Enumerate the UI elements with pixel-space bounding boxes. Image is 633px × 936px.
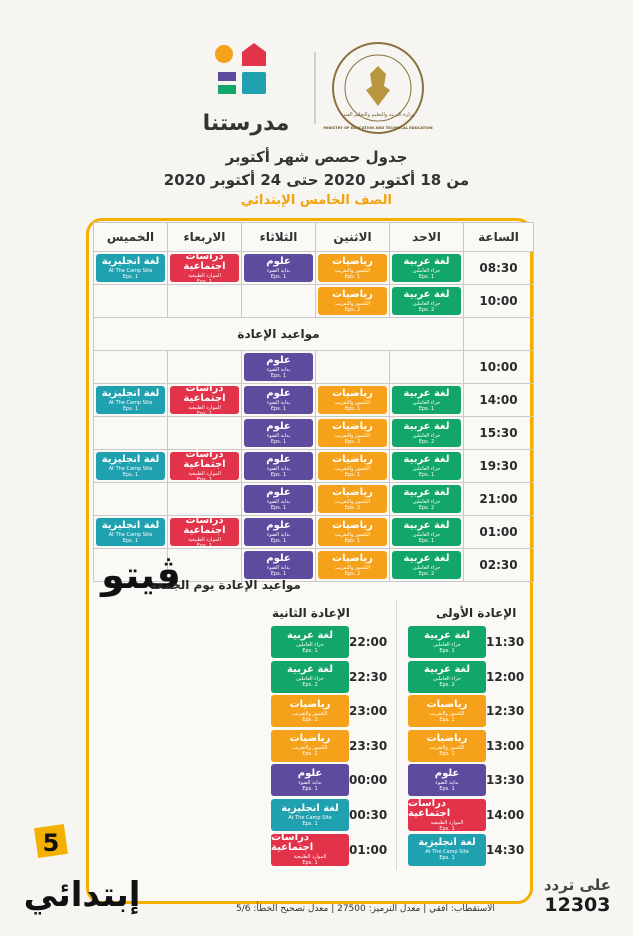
table-row <box>94 417 534 450</box>
lesson-cell <box>316 516 390 549</box>
empty-cell <box>316 351 390 384</box>
rerun-time: 14:00 <box>486 808 525 822</box>
episode-number: Eps. 1 <box>122 273 139 280</box>
table-row <box>94 351 534 384</box>
episode-number: Eps. 1 <box>196 542 213 549</box>
rerun-time: 22:00 <box>349 635 388 649</box>
subject-name: لغة عربية <box>287 664 333 676</box>
lesson-cell <box>316 549 390 582</box>
empty-cell <box>390 351 464 384</box>
subject-chip <box>318 551 387 579</box>
svg-text:مدرستنا: مدرستنا <box>202 111 290 136</box>
lesson-cell <box>390 516 464 549</box>
subject-chip <box>318 287 387 315</box>
episode-title: الكسور والتقريب <box>292 710 328 717</box>
episode-title: بداية الضوء <box>266 531 291 538</box>
frequency-label: على تردد <box>543 876 611 894</box>
lesson-cell <box>316 483 390 516</box>
subject-chip <box>271 695 349 727</box>
rerun-time: 12:00 <box>486 669 525 684</box>
subject-chip <box>271 626 349 658</box>
episode-title: الكسور والتقريب <box>334 267 371 274</box>
lesson-cell <box>390 450 464 483</box>
episode-number: Eps. 1 <box>439 716 455 723</box>
table-row <box>94 285 534 318</box>
episode-number: Eps. 1 <box>196 476 213 483</box>
lesson-cell <box>316 285 390 318</box>
lesson-cell <box>390 417 464 450</box>
subject-chip <box>392 419 461 447</box>
subject-name: دراسات اجتماعية <box>183 250 226 272</box>
lesson-cell <box>390 384 464 417</box>
svg-text:5: 5 <box>42 829 60 857</box>
second-rerun-heading: الإعادة الثانية <box>272 606 350 620</box>
episode-number: Eps. 1 <box>122 471 139 478</box>
lesson-cell <box>390 549 464 582</box>
episode-title: بداية الضوء <box>266 267 291 274</box>
episode-number: Eps. 1 <box>344 471 361 478</box>
episode-title: جزاء العاملين <box>412 465 441 472</box>
episode-title: بداية الضوء <box>435 779 459 786</box>
subject-chip <box>170 250 239 285</box>
lesson-cell <box>168 450 242 483</box>
lesson-cell <box>316 384 390 417</box>
subject-chip <box>408 626 486 658</box>
episode-title: بداية الضوء <box>266 564 291 571</box>
episode-number: Eps. 1 <box>196 410 213 417</box>
subject-name: رياضيات <box>332 255 373 267</box>
subject-chip <box>318 485 387 513</box>
episode-number: Eps. 1 <box>418 471 435 478</box>
lesson-cell <box>94 516 168 549</box>
episode-number: Eps. 1 <box>302 860 318 867</box>
episode-number: Eps. 1 <box>270 372 287 379</box>
subject-chip <box>392 254 461 282</box>
episode-number: Eps. 1 <box>418 273 435 280</box>
subject-chip <box>318 386 387 414</box>
episode-number: Eps. 2 <box>302 716 318 723</box>
subject-chip <box>392 551 461 579</box>
reruns-section-row <box>94 318 534 351</box>
subject-chip <box>96 518 165 546</box>
episode-number: Eps. 1 <box>344 273 361 280</box>
subject-name: علوم <box>297 767 323 779</box>
subject-name: علوم <box>266 552 291 564</box>
subject-name: علوم <box>266 354 291 366</box>
episode-number: Eps. 2 <box>344 438 361 445</box>
lesson-cell <box>242 252 316 285</box>
subject-name: رياضيات <box>332 486 373 498</box>
header-sunday: الاحد <box>390 223 464 252</box>
episode-number: Eps. 2 <box>418 570 435 577</box>
subject-chip <box>244 518 313 546</box>
time-cell: 01:00 <box>464 516 534 549</box>
episode-title: الكسور والتقريب <box>334 531 371 538</box>
lesson-cell <box>94 252 168 285</box>
grade-badge <box>22 820 141 920</box>
lesson-cell <box>390 285 464 318</box>
subject-name: لغة عربية <box>403 288 450 300</box>
weekly-schedule-table <box>93 222 534 582</box>
episode-title: جزاء العاملين <box>412 564 441 571</box>
broadcast-note: الاستقطاب: افقي | معدل الترميز: 27500 | معدل تصحيح الخطأ: 5/6 <box>236 904 495 914</box>
episode-number: Eps. 2 <box>439 682 455 689</box>
frequency-block <box>544 876 611 916</box>
subject-name: رياضيات <box>332 519 373 531</box>
subject-name: رياضيات <box>332 552 373 564</box>
time-cell: 19:30 <box>464 450 534 483</box>
empty-cell <box>168 285 242 318</box>
subject-name: دراسات اجتماعية <box>408 797 451 819</box>
grade-label: الصف الخامس الإبتدائي <box>240 193 393 208</box>
lesson-cell <box>316 450 390 483</box>
episode-title: الكسور والتقريب <box>292 745 328 752</box>
subject-chip <box>96 254 165 282</box>
subject-chip <box>244 386 313 414</box>
subject-chip <box>408 834 486 866</box>
episode-title: جزاء العاملين <box>412 531 441 538</box>
lesson-cell <box>316 417 390 450</box>
subject-chip <box>170 514 239 549</box>
episode-number: Eps. 1 <box>270 537 287 544</box>
episode-number: Eps. 1 <box>270 471 287 478</box>
ministry-logo <box>323 40 433 136</box>
friday-reruns-title: مواعيد الإعادة يوم الجمعة <box>150 578 301 592</box>
rerun-time: 14:30 <box>486 842 525 857</box>
episode-number: Eps. 2 <box>302 682 318 689</box>
subject-name: علوم <box>266 453 291 465</box>
subject-name: لغة عربية <box>403 519 450 531</box>
table-row <box>94 483 534 516</box>
subject-chip <box>244 551 313 579</box>
subject-name: علوم <box>266 420 291 432</box>
subject-name: علوم <box>434 767 460 779</box>
subject-name: لغة انجليزية <box>101 255 160 267</box>
madrasatna-logo <box>204 38 294 138</box>
lesson-cell <box>390 483 464 516</box>
date-range: من 18 أكتوبر 2020 حتى 24 أكتوبر 2020 <box>163 171 470 189</box>
vito-watermark <box>96 548 186 600</box>
header-hour: الساعة <box>464 223 534 252</box>
episode-title: جزاء العاملين <box>412 432 441 439</box>
table-row <box>94 252 534 285</box>
subject-name: رياضيات <box>426 698 468 710</box>
episode-title: جزاء العاملين <box>433 676 461 683</box>
empty-cell <box>168 417 242 450</box>
lesson-cell <box>316 252 390 285</box>
episode-title: جزاء العاملين <box>412 267 441 274</box>
lesson-cell <box>94 384 168 417</box>
subject-name: لغة عربية <box>424 664 470 676</box>
rerun-time: 11:30 <box>486 635 525 649</box>
episode-title: جزاء العاملين <box>412 498 441 505</box>
lesson-cell <box>242 417 316 450</box>
subject-name: لغة عربية <box>403 486 450 498</box>
rerun-time: 13:00 <box>486 738 525 753</box>
episode-number: Eps. 1 <box>270 273 287 280</box>
subject-chip <box>271 834 349 866</box>
subject-chip <box>170 448 239 483</box>
svg-text:إبتدائي: إبتدائي <box>23 875 141 915</box>
episode-title: جزاء العاملين <box>296 676 324 683</box>
friday-divider <box>396 600 397 870</box>
episode-number: Eps. 1 <box>439 855 455 862</box>
subject-chip <box>392 485 461 513</box>
episode-number: Eps. 1 <box>439 751 455 758</box>
rerun-time: 12:30 <box>486 704 525 719</box>
subject-chip <box>392 287 461 315</box>
episode-number: Eps. 1 <box>302 820 318 827</box>
episode-number: Eps. 1 <box>439 647 455 654</box>
table-row <box>94 384 534 417</box>
episode-title: الكسور والتقريب <box>334 465 371 472</box>
subject-name: لغة عربية <box>424 629 470 641</box>
header-wednesday: الاربعاء <box>168 223 242 252</box>
subject-name: رياضيات <box>332 453 373 465</box>
subject-name: لغة عربية <box>403 453 450 465</box>
rerun-time: 23:30 <box>349 738 388 753</box>
empty-cell <box>242 285 316 318</box>
empty-cell <box>168 351 242 384</box>
header <box>0 0 633 215</box>
empty-cell <box>94 351 168 384</box>
subject-chip <box>96 386 165 414</box>
episode-title: بداية الضوء <box>266 465 291 472</box>
episode-number: Eps. 1 <box>302 647 318 654</box>
episode-title: At The Camp Site <box>108 267 153 274</box>
subject-chip <box>271 730 349 762</box>
subject-name: رياضيات <box>332 387 373 399</box>
subject-chip <box>392 518 461 546</box>
episode-title: بداية الضوء <box>266 432 291 439</box>
episode-title: جزاء العاملين <box>433 641 461 648</box>
episode-title: الموارد الطبيعية <box>188 272 221 279</box>
episode-title: الموارد الطبيعية <box>188 404 221 411</box>
header-tuesday: الثلاثاء <box>242 223 316 252</box>
subject-chip <box>244 254 313 282</box>
subject-chip <box>244 419 313 447</box>
rerun-time: 00:30 <box>349 808 388 822</box>
subject-name: دراسات اجتماعية <box>183 448 226 470</box>
episode-title: الكسور والتقريب <box>334 432 371 439</box>
subject-name: رياضيات <box>426 733 468 745</box>
time-cell: 14:00 <box>464 384 534 417</box>
episode-title: الكسور والتقريب <box>334 564 371 571</box>
subject-chip <box>244 353 313 381</box>
subject-chip <box>244 485 313 513</box>
episode-number: Eps. 2 <box>344 306 361 313</box>
subject-name: لغة انجليزية <box>101 387 160 399</box>
lesson-cell <box>242 351 316 384</box>
lesson-cell <box>390 252 464 285</box>
episode-title: جزاء العاملين <box>412 399 441 406</box>
svg-text:MINISTRY OF EDUCATION AND TECH: MINISTRY OF EDUCATION AND TECHNICAL EDUCATION <box>323 126 433 130</box>
episode-title: الموارد الطبيعية <box>188 536 221 543</box>
episode-title: At The Camp Site <box>108 399 153 406</box>
subject-chip <box>392 452 461 480</box>
table-header-row <box>94 223 534 252</box>
episode-number: Eps. 2 <box>418 504 435 511</box>
episode-number: Eps. 2 <box>418 438 435 445</box>
time-cell: 02:30 <box>464 549 534 582</box>
episode-number: Eps. 1 <box>196 278 213 285</box>
first-rerun-heading: الإعادة الأولى <box>436 606 517 620</box>
episode-title: الموارد الطبيعية <box>293 854 327 861</box>
subject-chip <box>271 764 349 796</box>
subject-name: علوم <box>266 519 291 531</box>
empty-cell <box>464 318 534 351</box>
subject-name: لغة انجليزية <box>281 802 339 814</box>
subject-name: لغة انجليزية <box>418 837 476 849</box>
subject-name: لغة عربية <box>403 255 450 267</box>
rerun-time: 13:30 <box>486 773 525 788</box>
time-cell: 10:00 <box>464 351 534 384</box>
time-cell: 08:30 <box>464 252 534 285</box>
table-row <box>94 516 534 549</box>
svg-text:وزارة التربية والتعليم والتعلي: وزارة التربية والتعليم والتعليم الفني <box>341 112 415 118</box>
episode-title: الكسور والتقريب <box>429 710 465 717</box>
rerun-time: 22:30 <box>349 669 388 684</box>
subject-chip <box>271 799 349 831</box>
lesson-cell <box>168 516 242 549</box>
empty-cell <box>94 417 168 450</box>
subject-name: رياضيات <box>332 288 373 300</box>
episode-number: Eps. 1 <box>439 825 455 832</box>
episode-title: جزاء العاملين <box>296 641 324 648</box>
header-thursday: الخميس <box>94 223 168 252</box>
subject-chip <box>408 799 486 831</box>
episode-title: الكسور والتقريب <box>334 300 371 307</box>
episode-title: At The Camp Site <box>288 814 332 821</box>
episode-title: بداية الضوء <box>298 779 322 786</box>
subject-name: لغة عربية <box>403 420 450 432</box>
subject-name: لغة عربية <box>403 387 450 399</box>
subject-chip <box>408 661 486 693</box>
subject-chip <box>318 419 387 447</box>
episode-title: الموارد الطبيعية <box>188 470 221 477</box>
subject-name: لغة انجليزية <box>101 519 160 531</box>
table-row <box>94 450 534 483</box>
episode-title: الكسور والتقريب <box>334 498 371 505</box>
subject-name: رياضيات <box>289 698 331 710</box>
subject-name: رياضيات <box>332 420 373 432</box>
subject-chip <box>392 386 461 414</box>
episode-number: Eps. 1 <box>418 537 435 544</box>
subject-name: دراسات اجتماعية <box>183 514 226 536</box>
episode-number: Eps. 1 <box>418 405 435 412</box>
subject-name: لغة عربية <box>287 629 333 641</box>
header-monday: الاثنين <box>316 223 390 252</box>
subject-chip <box>408 764 486 796</box>
subject-chip <box>271 661 349 693</box>
episode-number: Eps. 1 <box>270 438 287 445</box>
subject-name: رياضيات <box>289 733 331 745</box>
subject-name: علوم <box>266 255 291 267</box>
lesson-cell <box>168 252 242 285</box>
episode-title: جزاء العاملين <box>412 300 441 307</box>
lesson-cell <box>242 384 316 417</box>
episode-number: Eps. 1 <box>302 785 318 792</box>
logo-divider <box>314 52 316 124</box>
subject-name: لغة عربية <box>403 552 450 564</box>
episode-number: Eps. 1 <box>270 405 287 412</box>
svg-text:ڤيتو: ڤيتو <box>101 553 181 597</box>
empty-cell <box>94 285 168 318</box>
episode-number: Eps. 1 <box>344 537 361 544</box>
episode-title: بداية الضوء <box>266 399 291 406</box>
episode-title: At The Camp Site <box>108 531 153 538</box>
episode-title: At The Camp Site <box>108 465 153 472</box>
time-cell: 10:00 <box>464 285 534 318</box>
schedule-title: جدول حصص شهر أكتوبر <box>225 148 408 166</box>
episode-title: At The Camp Site <box>425 849 469 856</box>
episode-title: الكسور والتقريب <box>334 399 371 406</box>
episode-number: Eps. 2 <box>302 751 318 758</box>
lesson-cell <box>168 384 242 417</box>
episode-number: Eps. 2 <box>344 570 361 577</box>
subject-chip <box>96 452 165 480</box>
subject-name: علوم <box>266 486 291 498</box>
lesson-cell <box>242 516 316 549</box>
frequency-number: 12303 <box>544 894 611 916</box>
subject-chip <box>408 730 486 762</box>
episode-number: Eps. 1 <box>122 405 139 412</box>
episode-number: Eps. 1 <box>439 785 455 792</box>
lesson-cell <box>242 549 316 582</box>
episode-number: Eps. 1 <box>270 504 287 511</box>
episode-title: بداية الضوء <box>266 498 291 505</box>
reruns-label: مواعيد الإعادة <box>94 318 464 351</box>
subject-name: علوم <box>266 387 291 399</box>
subject-name: دراسات اجتماعية <box>183 382 226 404</box>
subject-name: دراسات اجتماعية <box>271 832 314 854</box>
lesson-cell <box>242 483 316 516</box>
rerun-time: 00:00 <box>349 773 388 788</box>
subject-name: لغة انجليزية <box>101 453 160 465</box>
subject-chip <box>170 382 239 417</box>
episode-number: Eps. 1 <box>270 570 287 577</box>
rerun-time: 23:00 <box>349 704 388 719</box>
subject-chip <box>318 518 387 546</box>
lesson-cell <box>94 450 168 483</box>
time-cell: 15:30 <box>464 417 534 450</box>
subject-chip <box>244 452 313 480</box>
episode-number: Eps. 1 <box>122 537 139 544</box>
subject-chip <box>408 695 486 727</box>
episode-title: الموارد الطبيعية <box>430 819 464 826</box>
subject-chip <box>318 452 387 480</box>
empty-cell <box>94 483 168 516</box>
episode-number: Eps. 2 <box>344 504 361 511</box>
episode-title: الكسور والتقريب <box>429 745 465 752</box>
empty-cell <box>168 483 242 516</box>
time-cell: 21:00 <box>464 483 534 516</box>
lesson-cell <box>242 450 316 483</box>
episode-number: Eps. 2 <box>418 306 435 313</box>
rerun-time: 01:00 <box>349 842 388 857</box>
episode-title: بداية الضوء <box>266 366 291 373</box>
episode-number: Eps. 1 <box>344 405 361 412</box>
subject-chip <box>318 254 387 282</box>
